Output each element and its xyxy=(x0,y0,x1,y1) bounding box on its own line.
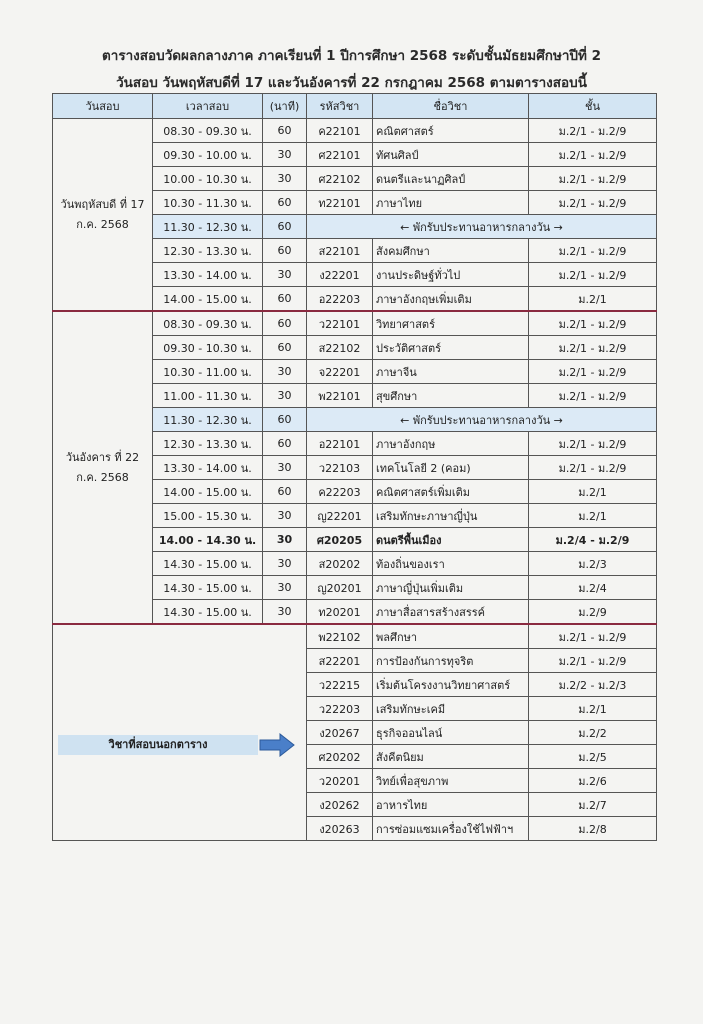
document-subtitle: วันสอบ วันพฤหัสบดีที่ 17 และวันอังคารที่ 22 กรกฎาคม 2568 ตามตารางสอบนี้ xyxy=(116,75,587,91)
level-cell: ม.2/1 - ม.2/9 xyxy=(529,360,657,384)
subject-name-cell: เทคโนโลยี 2 (คอม) xyxy=(373,456,529,480)
subject-name-cell: ท้องถิ่นของเรา xyxy=(373,552,529,576)
minutes-cell: 30 xyxy=(263,576,307,600)
code-cell: ศ20202 xyxy=(307,745,373,769)
subject-name-cell: วิทย์เพื่อสุขภาพ xyxy=(373,769,529,793)
code-cell: ว22103 xyxy=(307,456,373,480)
level-cell: ม.2/8 xyxy=(529,817,657,841)
code-cell: ค22101 xyxy=(307,119,373,143)
code-cell: ส20202 xyxy=(307,552,373,576)
subject-name-cell: ทัศนศิลป์ xyxy=(373,143,529,167)
time-cell: 14.00 - 14.30 น. xyxy=(153,528,263,552)
minutes-cell: 30 xyxy=(263,167,307,191)
subject-name-cell: วิทยาศาสตร์ xyxy=(373,311,529,336)
time-cell: 09.30 - 10.30 น. xyxy=(153,336,263,360)
table-row xyxy=(53,311,657,336)
header-code: รหัสวิชา xyxy=(307,94,373,119)
code-cell: ว20201 xyxy=(307,769,373,793)
document-title: ตารางสอบวัดผลกลางภาค ภาคเรียนที่ 1 ปีการศึกษา 2568 ระดับชั้นมัธยมศึกษาปีที่ 2 xyxy=(102,48,601,64)
minutes-cell: 30 xyxy=(263,360,307,384)
time-cell: 14.30 - 15.00 น. xyxy=(153,576,263,600)
level-cell: ม.2/1 - ม.2/9 xyxy=(529,624,657,649)
minutes-cell: 30 xyxy=(263,528,307,552)
outside-schedule-label: วิชาที่สอบนอกตาราง xyxy=(58,735,258,755)
level-cell: ม.2/7 xyxy=(529,793,657,817)
level-cell: ม.2/1 xyxy=(529,480,657,504)
minutes-cell: 60 xyxy=(263,287,307,312)
subject-name-cell: เริ่มต้นโครงงานวิทยาศาสตร์ xyxy=(373,673,529,697)
time-cell: 08.30 - 09.30 น. xyxy=(153,311,263,336)
level-cell: ม.2/4 xyxy=(529,576,657,600)
subject-name-cell: ภาษาอังกฤษเพิ่มเติม xyxy=(373,287,529,312)
lunch-break-cell xyxy=(307,215,657,239)
subject-name-cell: ดนตรีและนาฏศิลป์ xyxy=(373,167,529,191)
exam-schedule-table xyxy=(52,93,657,841)
subject-name-cell: การป้องกันการทุจริต xyxy=(373,649,529,673)
right-arrow-icon: → xyxy=(550,220,563,234)
time-cell: 14.30 - 15.00 น. xyxy=(153,600,263,625)
code-cell: ญ22201 xyxy=(307,504,373,528)
subject-name-cell: สุขศึกษา xyxy=(373,384,529,408)
right-arrow-icon xyxy=(258,733,296,757)
subject-name-cell: ภาษาสื่อสารสร้างสรรค์ xyxy=(373,600,529,625)
code-cell: ว22215 xyxy=(307,673,373,697)
subject-name-cell: ภาษาจีน xyxy=(373,360,529,384)
level-cell: ม.2/9 xyxy=(529,600,657,625)
code-cell: อ22101 xyxy=(307,432,373,456)
day-cell: วันพฤหัสบดี ที่ 17 ก.ค. 2568 xyxy=(53,119,153,312)
code-cell: ศ20205 xyxy=(307,528,373,552)
table-row xyxy=(53,119,657,143)
subject-name-cell: คณิตศาสตร์ xyxy=(373,119,529,143)
time-cell: 10.00 - 10.30 น. xyxy=(153,167,263,191)
code-cell: พ22101 xyxy=(307,384,373,408)
subject-name-cell: ภาษาไทย xyxy=(373,191,529,215)
lunch-break-label: พักรับประทานอาหารกลางวัน xyxy=(412,220,551,234)
subject-name-cell: สังคมศึกษา xyxy=(373,239,529,263)
time-cell: 11.00 - 11.30 น. xyxy=(153,384,263,408)
level-cell: ม.2/4 - ม.2/9 xyxy=(529,528,657,552)
code-cell: ง20267 xyxy=(307,721,373,745)
time-cell: 10.30 - 11.30 น. xyxy=(153,191,263,215)
minutes-cell: 30 xyxy=(263,552,307,576)
header-minutes: (นาที) xyxy=(263,94,307,119)
time-cell: 11.30 - 12.30 น. xyxy=(153,408,263,432)
level-cell: ม.2/2 - ม.2/3 xyxy=(529,673,657,697)
level-cell: ม.2/1 - ม.2/9 xyxy=(529,432,657,456)
time-cell: 10.30 - 11.00 น. xyxy=(153,360,263,384)
code-cell: อ22203 xyxy=(307,287,373,312)
subject-name-cell: คณิตศาสตร์เพิ่มเติม xyxy=(373,480,529,504)
subject-name-cell: พลศึกษา xyxy=(373,624,529,649)
minutes-cell: 30 xyxy=(263,384,307,408)
time-cell: 14.00 - 15.00 น. xyxy=(153,287,263,312)
subject-name-cell: ภาษาญี่ปุ่นเพิ่มเติม xyxy=(373,576,529,600)
minutes-cell: 30 xyxy=(263,263,307,287)
subject-name-cell: อาหารไทย xyxy=(373,793,529,817)
time-cell: 11.30 - 12.30 น. xyxy=(153,215,263,239)
table-row xyxy=(53,624,657,649)
time-cell: 09.30 - 10.00 น. xyxy=(153,143,263,167)
code-cell: ญ20201 xyxy=(307,576,373,600)
level-cell: ม.2/1 - ม.2/9 xyxy=(529,311,657,336)
code-cell: ค22203 xyxy=(307,480,373,504)
code-cell: ส22201 xyxy=(307,649,373,673)
time-cell: 08.30 - 09.30 น. xyxy=(153,119,263,143)
right-arrow-icon: → xyxy=(550,413,563,427)
minutes-cell: 60 xyxy=(263,215,307,239)
subject-name-cell: ธุรกิจออนไลน์ xyxy=(373,721,529,745)
level-cell: ม.2/1 - ม.2/9 xyxy=(529,143,657,167)
header-day: วันสอบ xyxy=(53,94,153,119)
level-cell: ม.2/1 xyxy=(529,697,657,721)
header-level: ชั้น xyxy=(529,94,657,119)
minutes-cell: 60 xyxy=(263,191,307,215)
code-cell: ส22101 xyxy=(307,239,373,263)
minutes-cell: 30 xyxy=(263,143,307,167)
minutes-cell: 30 xyxy=(263,456,307,480)
subject-name-cell: เสริมทักษะเคมี xyxy=(373,697,529,721)
code-cell: พ22102 xyxy=(307,624,373,649)
time-cell: 12.30 - 13.30 น. xyxy=(153,239,263,263)
code-cell: ส22102 xyxy=(307,336,373,360)
code-cell: ว22101 xyxy=(307,311,373,336)
subject-name-cell: ประวัติศาสตร์ xyxy=(373,336,529,360)
lunch-break-label: พักรับประทานอาหารกลางวัน xyxy=(412,413,551,427)
subject-name-cell: ดนตรีพื้นเมือง xyxy=(373,528,529,552)
minutes-cell: 30 xyxy=(263,600,307,625)
time-cell: 12.30 - 13.30 น. xyxy=(153,432,263,456)
left-arrow-icon: ← xyxy=(400,220,413,234)
minutes-cell: 60 xyxy=(263,336,307,360)
day-cell: วันอังคาร ที่ 22 ก.ค. 2568 xyxy=(53,311,153,624)
code-cell: จ22201 xyxy=(307,360,373,384)
level-cell: ม.2/1 - ม.2/9 xyxy=(529,191,657,215)
code-cell: ท20201 xyxy=(307,600,373,625)
level-cell: ม.2/1 - ม.2/9 xyxy=(529,456,657,480)
level-cell: ม.2/1 xyxy=(529,287,657,312)
lunch-break-cell xyxy=(307,408,657,432)
level-cell: ม.2/1 - ม.2/9 xyxy=(529,239,657,263)
level-cell: ม.2/3 xyxy=(529,552,657,576)
left-arrow-icon: ← xyxy=(400,413,413,427)
table-header-row xyxy=(53,94,657,119)
time-cell: 15.00 - 15.30 น. xyxy=(153,504,263,528)
minutes-cell: 60 xyxy=(263,239,307,263)
minutes-cell: 60 xyxy=(263,119,307,143)
level-cell: ม.2/6 xyxy=(529,769,657,793)
subject-name-cell: สังคีตนิยม xyxy=(373,745,529,769)
time-cell: 14.00 - 15.00 น. xyxy=(153,480,263,504)
subject-name-cell: งานประดิษฐ์ทั่วไป xyxy=(373,263,529,287)
level-cell: ม.2/1 - ม.2/9 xyxy=(529,384,657,408)
level-cell: ม.2/2 xyxy=(529,721,657,745)
level-cell: ม.2/1 - ม.2/9 xyxy=(529,167,657,191)
code-cell: ศ22102 xyxy=(307,167,373,191)
code-cell: ศ22101 xyxy=(307,143,373,167)
level-cell: ม.2/1 - ม.2/9 xyxy=(529,263,657,287)
minutes-cell: 60 xyxy=(263,408,307,432)
level-cell: ม.2/1 - ม.2/9 xyxy=(529,649,657,673)
level-cell: ม.2/1 - ม.2/9 xyxy=(529,336,657,360)
header-time: เวลาสอบ xyxy=(153,94,263,119)
code-cell: ง20263 xyxy=(307,817,373,841)
level-cell: ม.2/5 xyxy=(529,745,657,769)
code-cell: ท22101 xyxy=(307,191,373,215)
subject-name-cell: ภาษาอังกฤษ xyxy=(373,432,529,456)
code-cell: ว22203 xyxy=(307,697,373,721)
subject-name-cell: การซ่อมแซมเครื่องใช้ไฟฟ้าฯ xyxy=(373,817,529,841)
time-cell: 14.30 - 15.00 น. xyxy=(153,552,263,576)
code-cell: ง20262 xyxy=(307,793,373,817)
code-cell: ง22201 xyxy=(307,263,373,287)
level-cell: ม.2/1 xyxy=(529,504,657,528)
minutes-cell: 30 xyxy=(263,504,307,528)
time-cell: 13.30 - 14.00 น. xyxy=(153,263,263,287)
level-cell: ม.2/1 - ม.2/9 xyxy=(529,119,657,143)
time-cell: 13.30 - 14.00 น. xyxy=(153,456,263,480)
subject-name-cell: เสริมทักษะภาษาญี่ปุ่น xyxy=(373,504,529,528)
minutes-cell: 60 xyxy=(263,480,307,504)
minutes-cell: 60 xyxy=(263,432,307,456)
minutes-cell: 60 xyxy=(263,311,307,336)
header-name: ชื่อวิชา xyxy=(373,94,529,119)
